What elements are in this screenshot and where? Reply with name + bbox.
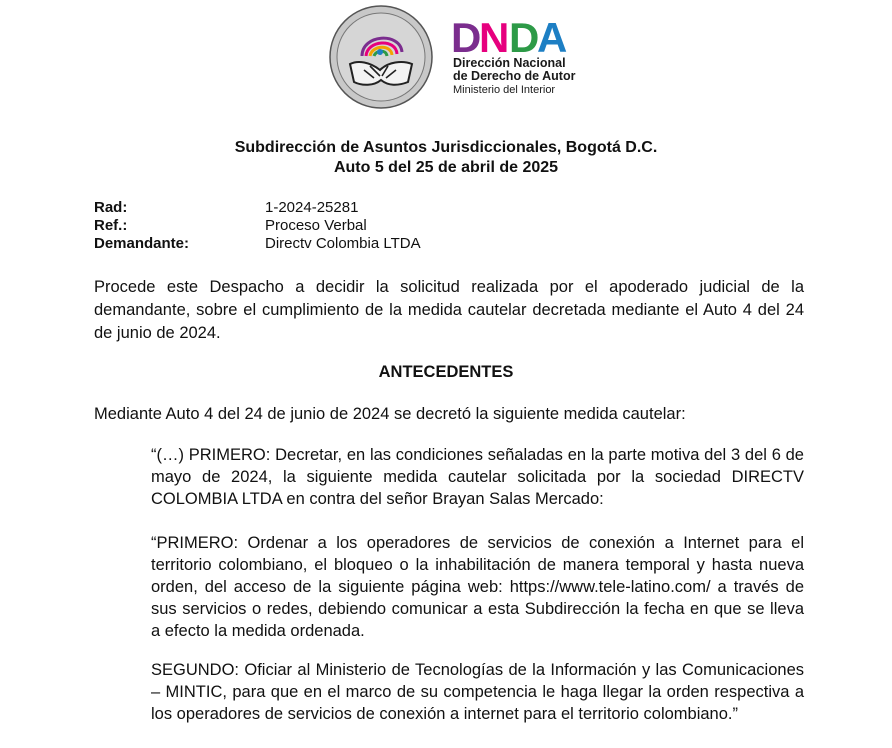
quoted-paragraph-1: “(…) PRIMERO: Decretar, en las condiciones señaladas en la parte motiva del 3 del 6 de mayo de 2024, la siguiente medida cautelar solicitada por la sociedad DIRECTV COLOMBIA LTDA en contra del señor Brayan Salas Mercado: (151, 446, 804, 508)
circular-emblem-hands-icon (328, 4, 434, 110)
meta-value: Proceso Verbal (265, 217, 367, 234)
quoted-paragraph-2: “PRIMERO: Ordenar a los operadores de servicios de conexión a Internet para el territorio colombiano, el bloqueo o la inhabilitación de manera temporal y hasta nueva orden, del acceso de la siguiente página web: https://www.tele-latino.com/ a través de sus servicios o redes, debiendo comunicar a esta Subdirección la fecha en que se lleva a efecto la medida ordenada. (151, 534, 804, 640)
meta-row-ref (94, 217, 421, 235)
document-title-line-1: Subdirección de Asuntos Jurisdiccionales, Bogotá D.C. (234, 139, 658, 156)
dnda-line-2: de Derecho de Autor (453, 69, 576, 83)
svg-text:D: D (509, 14, 540, 56)
svg-text:D: D (451, 14, 482, 56)
meta-label: Demandante: (94, 235, 190, 252)
meta-row-rad (94, 199, 421, 217)
dnda-wordmark (451, 14, 571, 56)
case-metadata (94, 199, 421, 253)
document-title-line-2: Auto 5 del 25 de abril de 2025 (333, 159, 559, 176)
intro-paragraph: Procede este Despacho a decidir la solicitud realizada por el apoderado judicial de la demandante, sobre el cumplimiento de la medida cautelar decretada mediante el Auto 4 del 24 de junio de 2024. (94, 278, 804, 342)
section-heading-antecedentes: ANTECEDENTES (378, 363, 514, 381)
meta-value: Directv Colombia LTDA (265, 235, 421, 252)
dnda-line-3: Ministerio del Interior (453, 84, 556, 96)
svg-text:N: N (479, 14, 510, 56)
dnda-logo (451, 14, 631, 104)
meta-row-demandante (94, 235, 421, 253)
meta-label: Ref.: (94, 217, 128, 234)
quoted-paragraph-3: SEGUNDO: Oficiar al Ministerio de Tecnologías de la Información y las Comunicaciones – MINTIC, para que en el marco de su competencia le haga llegar la orden respectiva a los operadores de servicios de conexión a internet para el territorio colombiano.” (151, 661, 804, 723)
antecedentes-paragraph: Mediante Auto 4 del 24 de junio de 2024 se decretó la siguiente medida cautelar: (94, 405, 686, 423)
svg-text:A: A (537, 14, 568, 56)
dnda-line-1: Dirección Nacional (453, 56, 566, 70)
meta-label: Rad: (94, 199, 128, 216)
meta-value: 1-2024-25281 (265, 199, 359, 216)
